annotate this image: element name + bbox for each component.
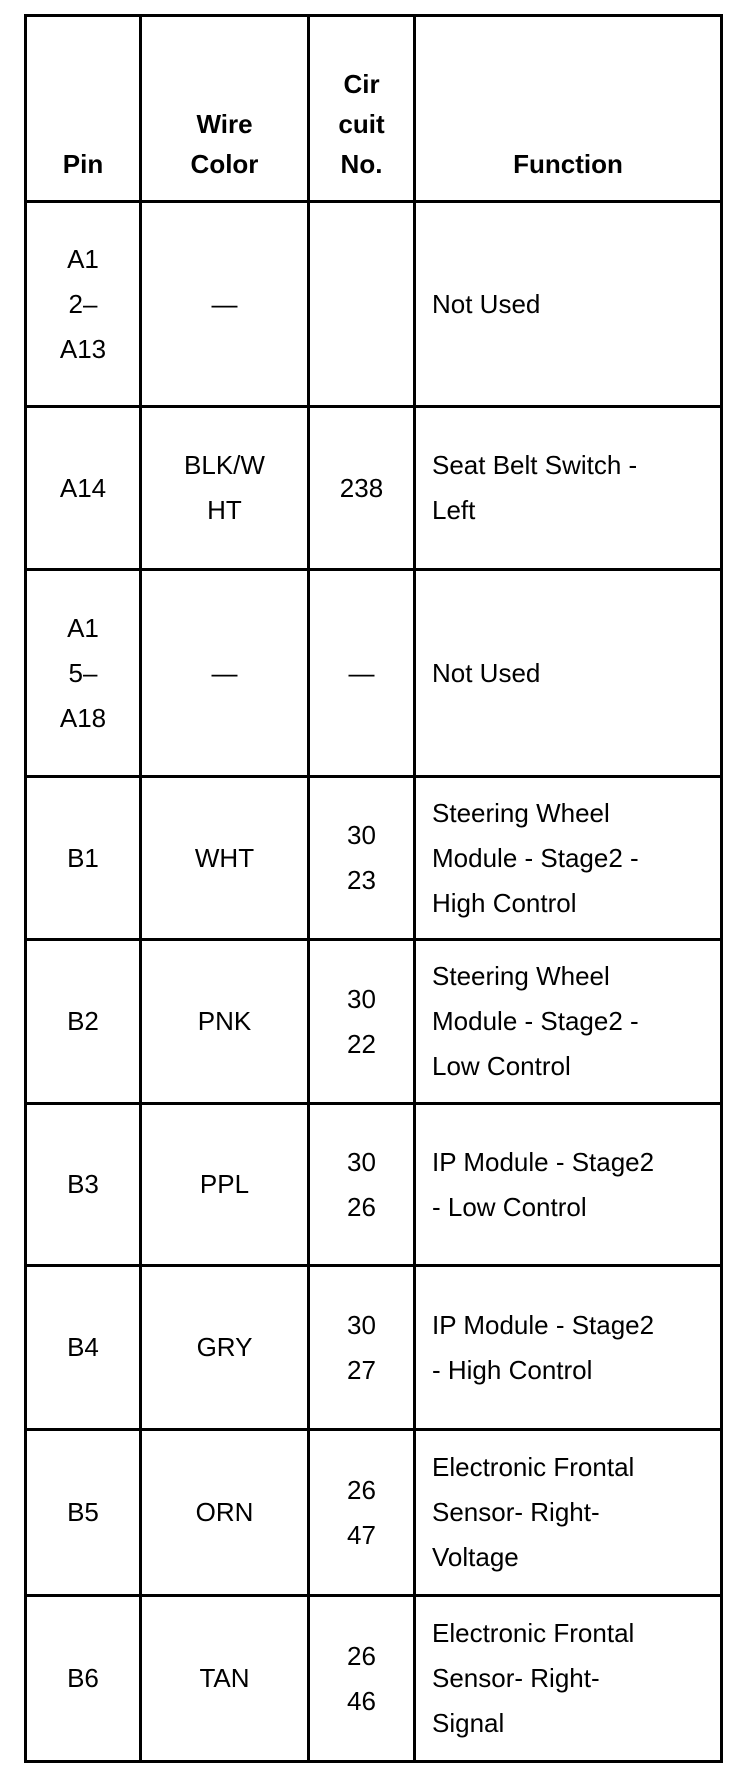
pin-cell: B1 (26, 777, 141, 940)
pin-cell: B6 (26, 1596, 141, 1762)
pin-cell: A1 5– A18 (26, 570, 141, 777)
circuit-cell: 30 23 (309, 777, 415, 940)
pin-cell: A14 (26, 407, 141, 570)
table-row (26, 777, 722, 940)
pin-cell: B5 (26, 1430, 141, 1596)
function-cell: Not Used (415, 202, 722, 407)
table-row (26, 940, 722, 1104)
table-row (26, 1104, 722, 1266)
header-circuit-no: Cir cuit No. (309, 16, 415, 202)
table-row (26, 202, 722, 407)
pin-cell: A1 2– A13 (26, 202, 141, 407)
wire-color-cell: BLK/W HT (141, 407, 309, 570)
table-row (26, 570, 722, 777)
circuit-cell: 30 27 (309, 1266, 415, 1430)
wire-color-cell: GRY (141, 1266, 309, 1430)
circuit-cell: 238 (309, 407, 415, 570)
function-cell: Not Used (415, 570, 722, 777)
table-row (26, 1430, 722, 1596)
circuit-cell (309, 202, 415, 407)
function-cell: Electronic Frontal Sensor- Right- Voltage (415, 1430, 722, 1596)
header-wire-color: Wire Color (141, 16, 309, 202)
table-row (26, 1266, 722, 1430)
wire-color-cell: PPL (141, 1104, 309, 1266)
table-header-row (26, 16, 722, 202)
function-cell: IP Module - Stage2 - High Control (415, 1266, 722, 1430)
function-cell: IP Module - Stage2 - Low Control (415, 1104, 722, 1266)
connector-pinout-table (24, 14, 723, 1763)
pin-cell: B4 (26, 1266, 141, 1430)
circuit-cell: 30 26 (309, 1104, 415, 1266)
function-cell: Steering Wheel Module - Stage2 - Low Control (415, 940, 722, 1104)
header-pin: Pin (26, 16, 141, 202)
wire-color-cell: — (141, 202, 309, 407)
wire-color-cell: WHT (141, 777, 309, 940)
circuit-cell: 30 22 (309, 940, 415, 1104)
wire-color-cell: ORN (141, 1430, 309, 1596)
table-row (26, 407, 722, 570)
header-function: Function (415, 16, 722, 202)
pin-cell: B3 (26, 1104, 141, 1266)
table-row (26, 1596, 722, 1762)
circuit-cell: 26 47 (309, 1430, 415, 1596)
function-cell: Electronic Frontal Sensor- Right- Signal (415, 1596, 722, 1762)
circuit-cell: — (309, 570, 415, 777)
function-cell: Steering Wheel Module - Stage2 - High Control (415, 777, 722, 940)
circuit-cell: 26 46 (309, 1596, 415, 1762)
wire-color-cell: TAN (141, 1596, 309, 1762)
pin-cell: B2 (26, 940, 141, 1104)
wire-color-cell: — (141, 570, 309, 777)
function-cell: Seat Belt Switch - Left (415, 407, 722, 570)
wire-color-cell: PNK (141, 940, 309, 1104)
